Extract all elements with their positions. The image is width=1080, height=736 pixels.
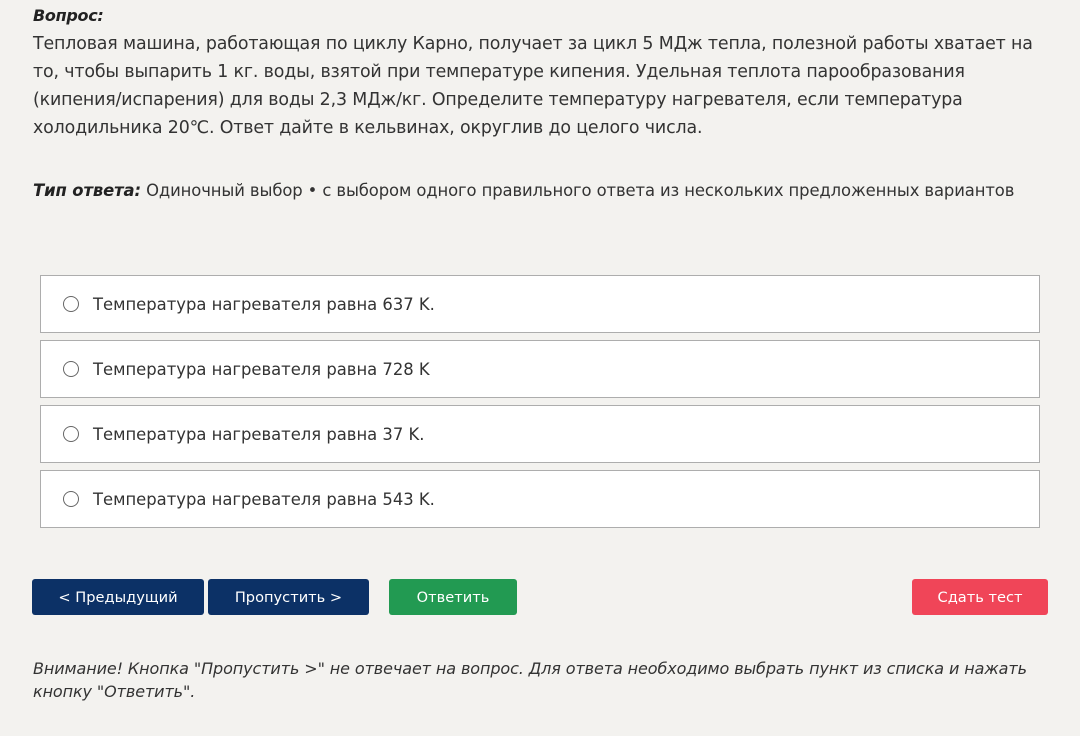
radio-button[interactable] [63,361,79,377]
radio-button[interactable] [63,296,79,312]
answer-type-value: Одиночный выбор • с выбором одного правильного ответа из нескольких предложенных вариантов [146,181,1015,200]
answer-type-label: Тип ответа: [33,181,141,200]
answer-type [33,181,1014,200]
answer-option-4[interactable] [40,470,1040,528]
answer-option-label: Температура нагревателя равна 37 K. [93,424,425,444]
answer-option-label: Температура нагревателя равна 543 K. [93,489,435,509]
answer-option-1[interactable] [40,275,1040,333]
answer-options [40,275,1040,535]
question-text: Тепловая машина, работающая по циклу Карно, получает за цикл 5 МДж тепла, полезной работы хватает на то, чтобы выпарить 1 кг. воды, взятой при температуре кипения. Удельная теплота парообразования (кипения/испарения) для воды 2,3 МДж/кг. Определите температуру нагревателя, если температура холодильника 20℃. Ответ дайте в кельвинах, округлив до целого числа. [33,34,1033,138]
answer-option-3[interactable] [40,405,1040,463]
previous-button[interactable]: < Предыдущий [32,579,204,615]
notice-text: Внимание! Кнопка "Пропустить >" не отвечает на вопрос. Для ответа необходимо выбрать пункт из списка и нажать кнопку "Ответить". [33,659,1027,701]
answer-option-2[interactable] [40,340,1040,398]
question-label: Вопрос: [33,6,104,25]
answer-option-label: Температура нагревателя равна 728 K [93,359,430,379]
radio-button[interactable] [63,491,79,507]
answer-button[interactable]: Ответить [389,579,517,615]
radio-button[interactable] [63,426,79,442]
skip-button[interactable]: Пропустить > [208,579,369,615]
submit-test-button[interactable]: Сдать тест [912,579,1048,615]
answer-option-label: Температура нагревателя равна 637 K. [93,294,435,314]
